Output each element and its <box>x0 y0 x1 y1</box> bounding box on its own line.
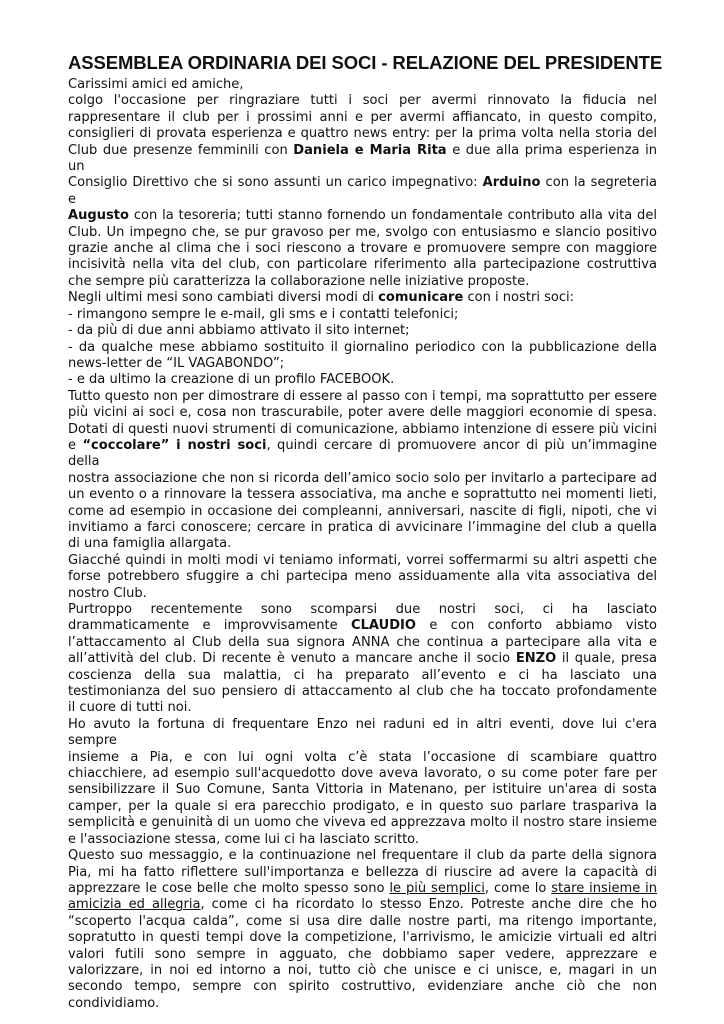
text-line <box>68 274 657 290</box>
text-span: invitiamo a farci conoscere; cercare in pratica di avvicinare l’immagine del club a quella <box>68 519 657 535</box>
text-span: sensibilizzare il Suo Comune, Santa Vittoria in Matenano, per istituire un'area di sosta <box>68 782 657 798</box>
text-span: più vicini ai soci e, cosa non trascurabile, poter avere delle maggiori economie di spesa. <box>68 405 657 421</box>
text-span: condividiamo. <box>68 995 160 1011</box>
text-span: con la tesoreria; tutti stanno fornendo un fondamentale contributo alla vita del <box>128 208 657 224</box>
text-line <box>68 963 657 979</box>
text-line <box>68 241 657 257</box>
text-span: come ad esempio in occasione dei compleanni, anniversari, nascite di figli, nipoti, che vi <box>68 503 657 519</box>
text-line <box>68 782 657 798</box>
text-line <box>68 438 657 471</box>
text-span: - rimangono sempre le e-mail, gli sms e i contatti telefonici; <box>68 306 459 322</box>
text-line <box>68 930 657 946</box>
text-line <box>68 553 657 569</box>
text-line <box>68 618 657 634</box>
page-title: ASSEMBLEA ORDINARIA DEI SOCI - RELAZIONE DEL PRESIDENTE <box>68 52 663 73</box>
text-span: colgo l'occasione per ringraziare tutti i soci per avermi rinnovato la fiducia nel <box>68 93 657 109</box>
text-line <box>68 914 657 930</box>
text-line <box>68 832 657 848</box>
text-line <box>68 700 657 716</box>
text-span: con i nostri soci: <box>463 290 575 306</box>
body-text <box>68 77 657 1012</box>
bold-text: Daniela e Maria Rita <box>293 142 447 158</box>
text-line <box>68 651 657 667</box>
text-span: insieme a Pia, e con lui ogni volta c’è stata l’occasione di scambiare quattro <box>68 749 657 765</box>
text-line <box>68 848 657 864</box>
bold-text: Augusto <box>68 208 129 224</box>
text-line <box>68 586 657 602</box>
text-line <box>68 881 657 897</box>
text-line <box>68 372 657 388</box>
text-span: e l'associazione stessa, come lui ci ha lasciato scritto. <box>68 831 420 847</box>
text-span: un evento o a rinnovare la tessera associativa, ma anche e soprattutto nei momenti lieti, <box>68 487 657 503</box>
text-span: e con conforto abbiamo visto <box>415 618 657 634</box>
text-span: apprezzare le cose belle che molto spesso sono <box>68 880 390 896</box>
text-span: , come lo <box>484 880 552 896</box>
text-span: Tutto questo non per dimostrare di essere al passo con i tempi, ma soprattutto per essere <box>68 388 657 404</box>
text-span: chiacchiere, ad esempio sull'acquedotto dove aveva lavorato, o su come poter fare per <box>68 766 657 782</box>
text-line <box>68 897 657 913</box>
text-span: semplicità e genuinità di un uomo che viveva ed apprezzava molto il nostro stare insieme <box>68 815 657 831</box>
text-line <box>68 208 657 224</box>
text-line <box>68 77 657 93</box>
document-page <box>68 52 663 1012</box>
text-span: camper, per la quale si era parecchio prodigato, e in questo suo parlare traspariva la <box>68 798 657 814</box>
text-line <box>68 569 657 585</box>
text-line <box>68 979 657 995</box>
text-span: il cuore di tutti noi. <box>68 700 192 716</box>
text-line <box>68 225 657 241</box>
text-line <box>68 684 657 700</box>
text-span: rappresentare il club per i prossimi anni e per avermi affiancato, in questo compito, <box>68 109 657 125</box>
text-line <box>68 143 657 176</box>
text-span: - da qualche mese abbiamo sostituito il giornalino periodico con la pubblicazione della <box>68 339 657 355</box>
text-line <box>68 405 657 421</box>
text-line <box>68 750 657 766</box>
text-span: testimonianza del suo pensiero di attaccamento al club che ha toccato profondamente <box>68 684 657 700</box>
text-span: l’attaccamento al Club della sua signora ANNA che continua a partecipare alla vita e <box>68 634 657 650</box>
text-span: e <box>68 437 83 453</box>
text-line <box>68 520 657 536</box>
text-span: Pia, mi ha fatto riflettere sull'importanza e bellezza di riuscire ad avere la capacità di <box>68 864 657 880</box>
text-line <box>68 635 657 651</box>
text-line <box>68 766 657 782</box>
text-span: , quindi cercare di promuovere ancor di più un’immagine della <box>68 437 657 470</box>
text-span: Carissimi amici ed amiche, <box>68 77 244 92</box>
text-line <box>68 504 657 520</box>
text-line <box>68 947 657 963</box>
text-line <box>68 307 657 323</box>
text-span: e due alla prima esperienza in un <box>68 142 658 175</box>
text-line <box>68 602 657 618</box>
text-line <box>68 110 657 126</box>
text-line <box>68 175 657 208</box>
text-span: il quale, presa <box>556 651 657 667</box>
text-line <box>68 487 657 503</box>
text-line <box>68 257 657 273</box>
text-line <box>68 536 657 552</box>
text-span: nostro Club. <box>68 585 147 601</box>
text-span: Dotati di questi nuovi strumenti di comunicazione, abbiamo intenzione di essere più vicini <box>68 421 657 437</box>
text-span: valorizzare, in noi ed intorno a noi, tutto ciò che unisce e ci unisce, e, magari in un <box>68 962 657 978</box>
text-line <box>68 93 657 109</box>
text-line <box>68 389 657 405</box>
text-span: Club due presenze femminili con <box>68 142 294 158</box>
text-line <box>68 996 657 1012</box>
text-span: - da più di due anni abbiamo attivato il sito internet; <box>68 323 410 339</box>
text-span: “scoperto l'acqua calda”, come si usa dire dalle nostre parti, ma ritengo importante, <box>68 913 657 929</box>
text-span: secondo tempo, sempre con spirito costruttivo, evidenziare anche ciò che non <box>68 979 657 995</box>
text-span: nostra associazione che non si ricorda dell’amico socio solo per invitarlo a partecipare ad <box>68 470 657 486</box>
text-span: incisività nella vita del club, con particolare riferimento alla partecipazione costruttiva <box>68 257 657 273</box>
bold-text: “coccolare” i nostri soci <box>82 437 267 453</box>
text-line <box>68 422 657 438</box>
text-span: valori futili sono sempre in agguato, che dobbiamo saper vedere, apprezzare e <box>68 946 657 962</box>
text-span: grazie anche al clima che i soci riescono a trovare e promuovere sempre con maggiore <box>68 241 657 257</box>
text-line <box>68 323 657 339</box>
text-span: consiglieri di provata esperienza e quattro news entry: per la prima volta nella storia del <box>68 126 657 142</box>
text-line <box>68 668 657 684</box>
text-line <box>68 815 657 831</box>
text-line <box>68 290 657 306</box>
text-line <box>68 865 657 881</box>
text-span: di una famiglia allargata. <box>68 536 232 552</box>
bold-text: comunicare <box>378 290 464 306</box>
text-span: Consiglio Direttivo che si sono assunti un carico impegnativo: <box>68 175 483 191</box>
underlined-text: stare insieme in <box>551 880 658 896</box>
text-line <box>68 717 657 750</box>
text-span: Club. Un impegno che, se pur gravoso per me, svolgo con entusiasmo e slancio positivo <box>68 224 657 240</box>
text-span: che sempre più caratterizza la collaborazione nelle iniziative proposte. <box>68 273 530 289</box>
text-span: Questo suo messaggio, e la continuazione nel frequentare il club da parte della signora <box>68 848 657 864</box>
text-span: coscienza della sua malattia, ci ha preparato all’evento e ci ha lasciato una <box>68 667 657 683</box>
text-span: Ho avuto la fortuna di frequentare Enzo nei raduni ed in altri eventi, dove lui c'era sempre <box>68 716 657 749</box>
text-line <box>68 356 657 372</box>
text-span: sopratutto in questi tempi dove la competizione, l'arrivismo, le amicizie virtuali ed altri <box>68 930 657 946</box>
text-span: Purtroppo recentemente sono scomparsi due nostri soci, ci ha lasciato <box>68 602 657 617</box>
text-line <box>68 340 657 356</box>
text-line <box>68 471 657 487</box>
text-span: - e da ultimo la creazione di un profilo FACEBOOK. <box>68 372 395 388</box>
text-span: forse potrebbero sfuggire a chi partecipa meno assiduamente alla vita associativa del <box>68 569 657 585</box>
text-span: con la segreteria e <box>68 175 657 207</box>
text-span: all’attività del club. Di recente è venuto a mancare anche il socio <box>68 651 516 667</box>
text-span: Negli ultimi mesi sono cambiati diversi modi di <box>68 290 379 306</box>
text-line <box>68 126 657 142</box>
text-span: Giacché quindi in molti modi vi teniamo informati, vorrei soffermarmi su altri aspetti che <box>68 552 657 568</box>
bold-text: Arduino <box>482 175 541 191</box>
underlined-text: amicizia ed allegria <box>68 897 201 913</box>
underlined-text: le più semplici <box>389 880 485 896</box>
bold-text: ENZO <box>515 651 557 667</box>
bold-text: CLAUDIO <box>351 618 416 634</box>
text-span: drammaticamente e improvvisamente <box>68 618 352 634</box>
text-span: , come ci ha ricordato lo stesso Enzo. Potreste anche dire che ho <box>200 897 657 913</box>
text-line <box>68 799 657 815</box>
text-span: news-letter de “IL VAGABONDO”; <box>68 355 285 371</box>
